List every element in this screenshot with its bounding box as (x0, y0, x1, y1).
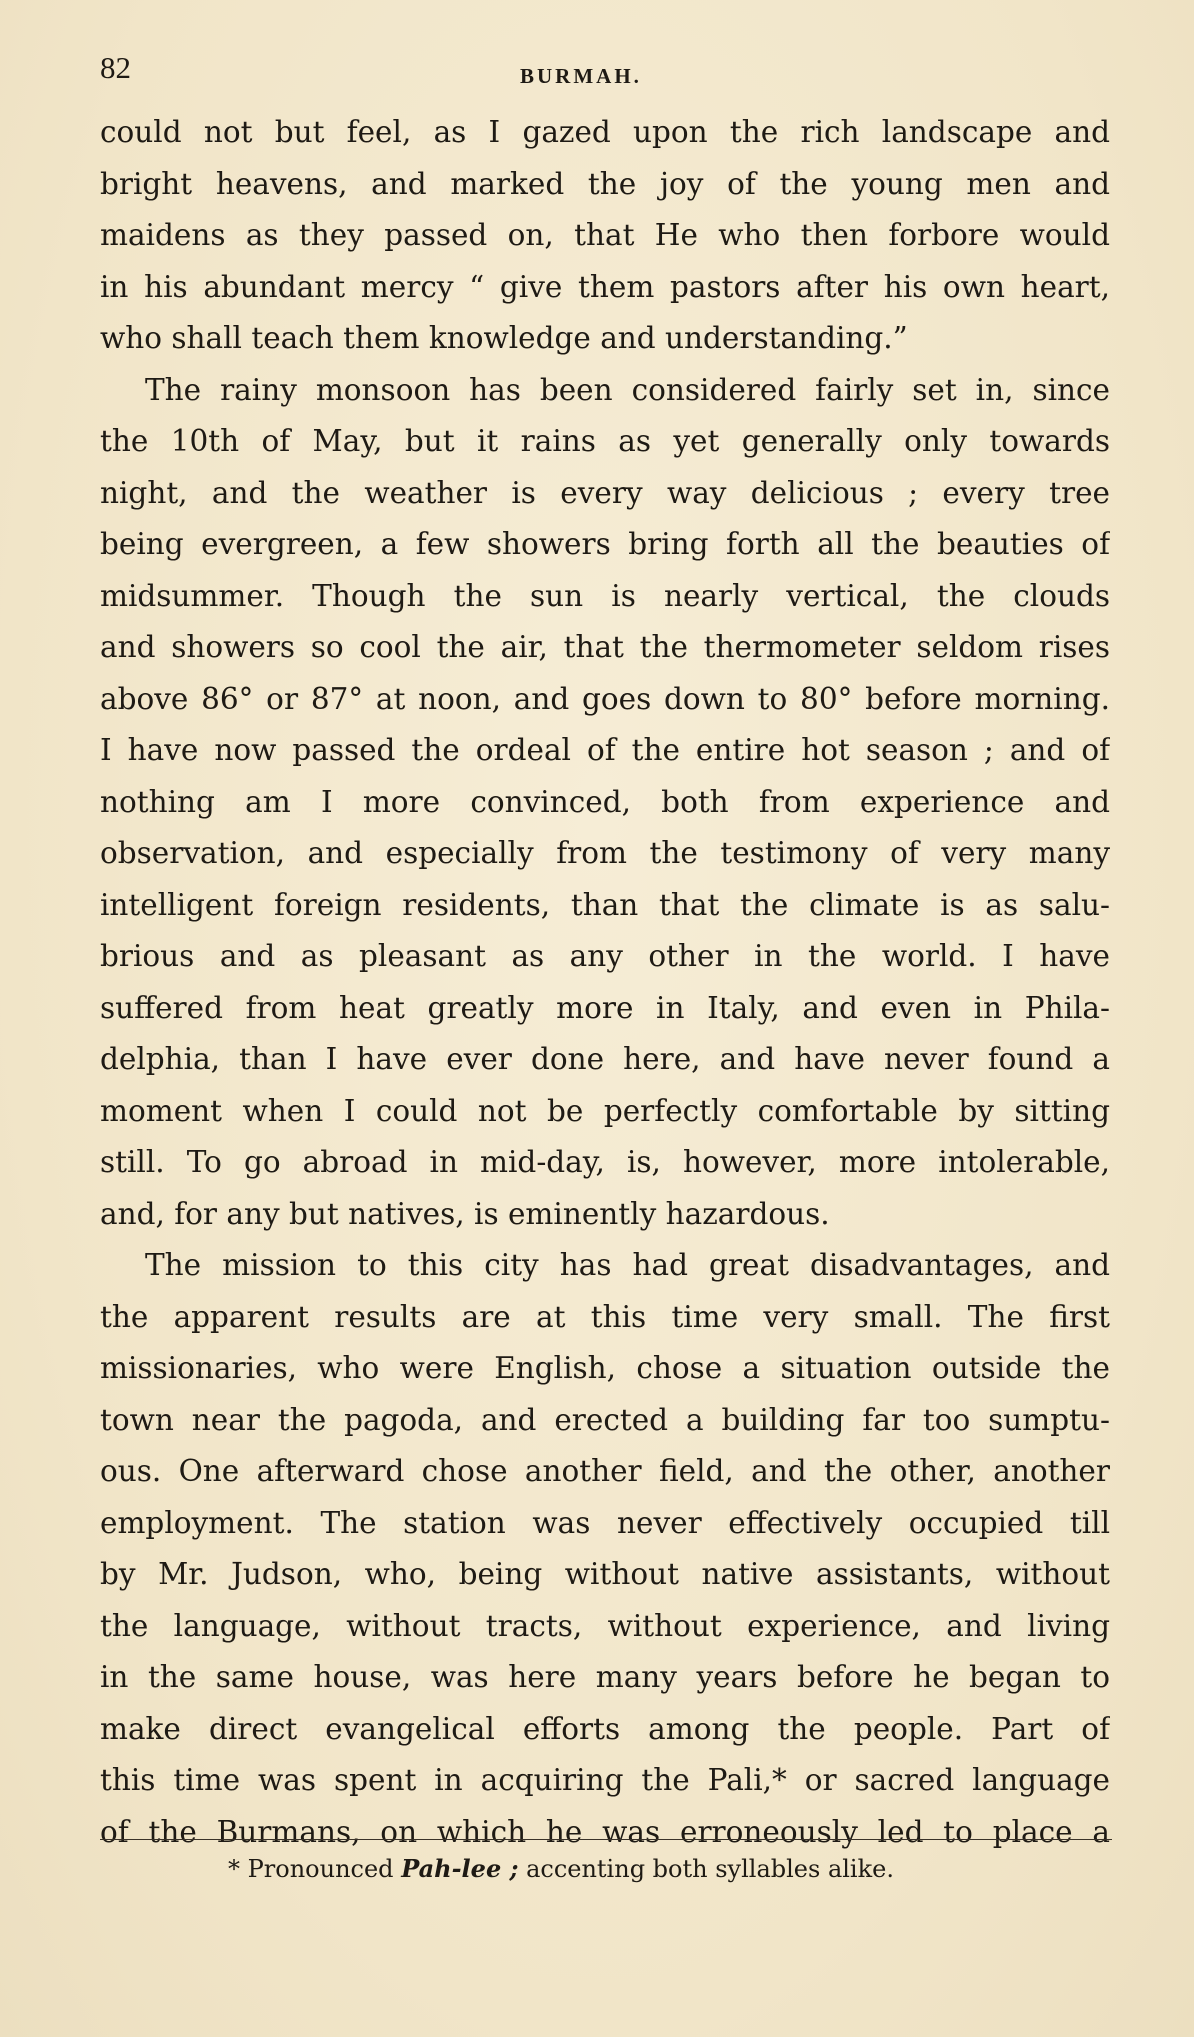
footnote-text-after: accenting both syllables alike. (526, 1855, 894, 1883)
text-line: in the same house, was here many years before he began to (100, 1660, 1110, 1694)
text-line: intelligent foreign residents, than that the climate is as salu- (100, 887, 1110, 922)
text-line: the language, without tracts, without experience, and living (100, 1608, 1110, 1643)
footnote-pronunciation: Pah-lee ; (401, 1854, 519, 1883)
text-line: delphia, than I have ever done here, and have never found a (100, 1042, 1110, 1076)
text-line: ous. One afterward chose another field, and the other, another (100, 1454, 1110, 1488)
text-line: in his abundant mercy “ give them pastors after his own heart, (100, 269, 1110, 304)
text-line: bright heavens, and marked the joy of the young men and (100, 166, 1110, 201)
running-title: BURMAH. (520, 64, 642, 88)
text-line: employment. The station was never effectively occupied till (100, 1505, 1110, 1540)
text-line: maidens as they passed on, that He who then forbore would (100, 218, 1110, 252)
text-line: this time was spent in acquiring the Pali,* or sacred language (100, 1763, 1110, 1797)
text-line: I have now passed the ordeal of the entire hot season ; and of (100, 733, 1110, 767)
text-line: The rainy monsoon has been considered fairly set in, since (145, 372, 1110, 407)
text-line: nothing am I more convinced, both from experience and (100, 784, 1110, 819)
text-line: moment when I could not be perfectly comfortable by sitting (100, 1093, 1110, 1128)
text-line: The mission to this city has had great disadvantages, and (145, 1248, 1110, 1282)
text-line: make direct evangelical efforts among the people. Part of (100, 1711, 1110, 1746)
text-line: town near the pagoda, and erected a building far too sumptu- (100, 1402, 1110, 1437)
text-line: of the Burmans, on which he was erroneously led to place a (100, 1814, 1110, 1849)
page-number: 82 (100, 50, 131, 85)
footnote-marker: * (228, 1855, 240, 1883)
text-line: above 86° or 87° at noon, and goes down to 80° before morning. (100, 681, 1110, 716)
text-line: suffered from heat greatly more in Italy, and even in Phila- (100, 990, 1110, 1025)
text-line: and showers so cool the air, that the thermometer seldom rises (100, 630, 1110, 664)
footnote-text-before: Pronounced (247, 1855, 394, 1883)
footnote-rule (100, 1839, 1112, 1840)
text-line: missionaries, who were English, chose a situation outside the (100, 1351, 1110, 1385)
text-line: still. To go abroad in mid-day, is, however, more intolerable, (100, 1145, 1110, 1179)
text-line: midsummer. Though the sun is nearly vertical, the clouds (100, 578, 1110, 613)
text-line: night, and the weather is every way delicious ; every tree (100, 475, 1110, 510)
text-line: who shall teach them knowledge and understanding.” (100, 321, 908, 355)
text-line: the apparent results are at this time very small. The first (100, 1299, 1110, 1334)
text-line: observation, and especially from the testimony of very many (100, 836, 1110, 870)
text-line: the 10th of May, but it rains as yet generally only towards (100, 424, 1110, 458)
footnote (228, 1852, 894, 1886)
text-line: by Mr. Judson, who, being without native assistants, without (100, 1557, 1110, 1591)
body-text (100, 107, 1110, 1858)
text-line: being evergreen, a few showers bring forth all the beauties of (100, 527, 1110, 561)
text-line: brious and as pleasant as any other in the world. I have (100, 939, 1110, 973)
text-line: and, for any but natives, is eminently hazardous. (100, 1196, 830, 1231)
running-head (100, 48, 1110, 98)
text-line: could not but feel, as I gazed upon the rich landscape and (100, 115, 1110, 149)
